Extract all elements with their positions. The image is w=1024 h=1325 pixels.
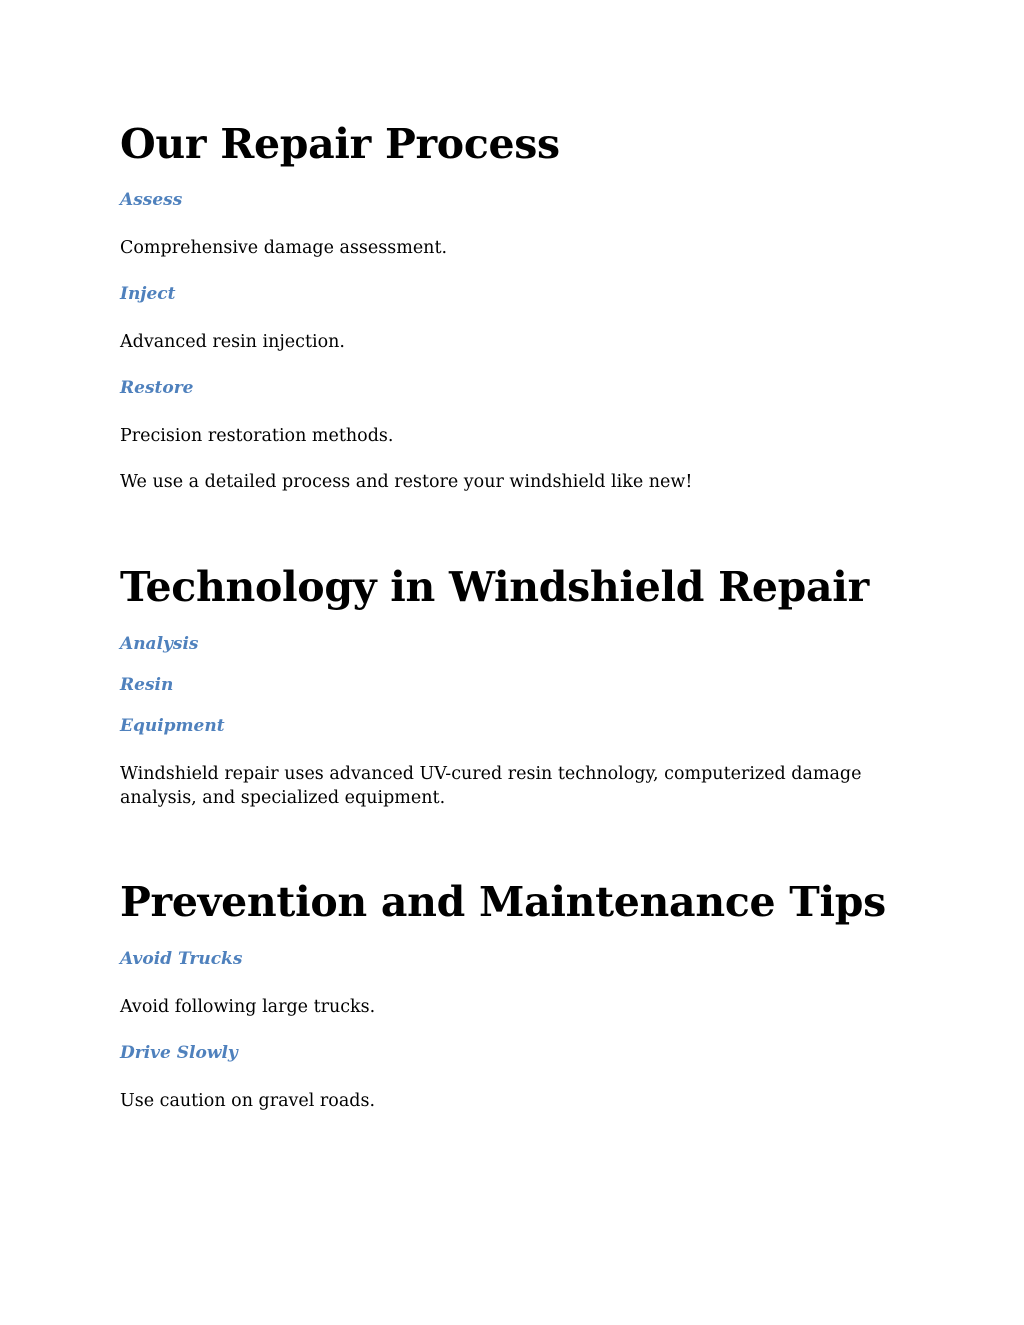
subheading-equipment: Equipment [120, 716, 225, 736]
subheading-restore: Restore [120, 378, 194, 398]
subheading-avoid-trucks: Avoid Trucks [120, 949, 243, 969]
subheading-drive-slowly: Drive Slowly [120, 1043, 238, 1063]
heading-our-repair-process: Our Repair Process [120, 120, 560, 168]
heading-technology: Technology in Windshield Repair [120, 563, 869, 611]
subheading-inject: Inject [120, 284, 176, 304]
paragraph-technology-summary: Windshield repair uses advanced UV-cured resin technology, computerized damage analysis, and specialized equipment. [120, 764, 862, 808]
paragraph-drive-slowly: Use caution on gravel roads. [120, 1091, 376, 1111]
paragraph-restore: Precision restoration methods. [120, 426, 394, 446]
subheading-resin: Resin [120, 675, 174, 695]
heading-prevention: Prevention and Maintenance Tips [120, 878, 886, 926]
paragraph-avoid-trucks: Avoid following large trucks. [120, 997, 376, 1017]
paragraph-assess: Comprehensive damage assessment. [120, 238, 448, 258]
paragraph-inject: Advanced resin injection. [120, 332, 345, 352]
paragraph-process-summary: We use a detailed process and restore your windshield like new! [120, 472, 693, 492]
subheading-analysis: Analysis [120, 634, 199, 654]
subheading-assess: Assess [120, 190, 183, 210]
